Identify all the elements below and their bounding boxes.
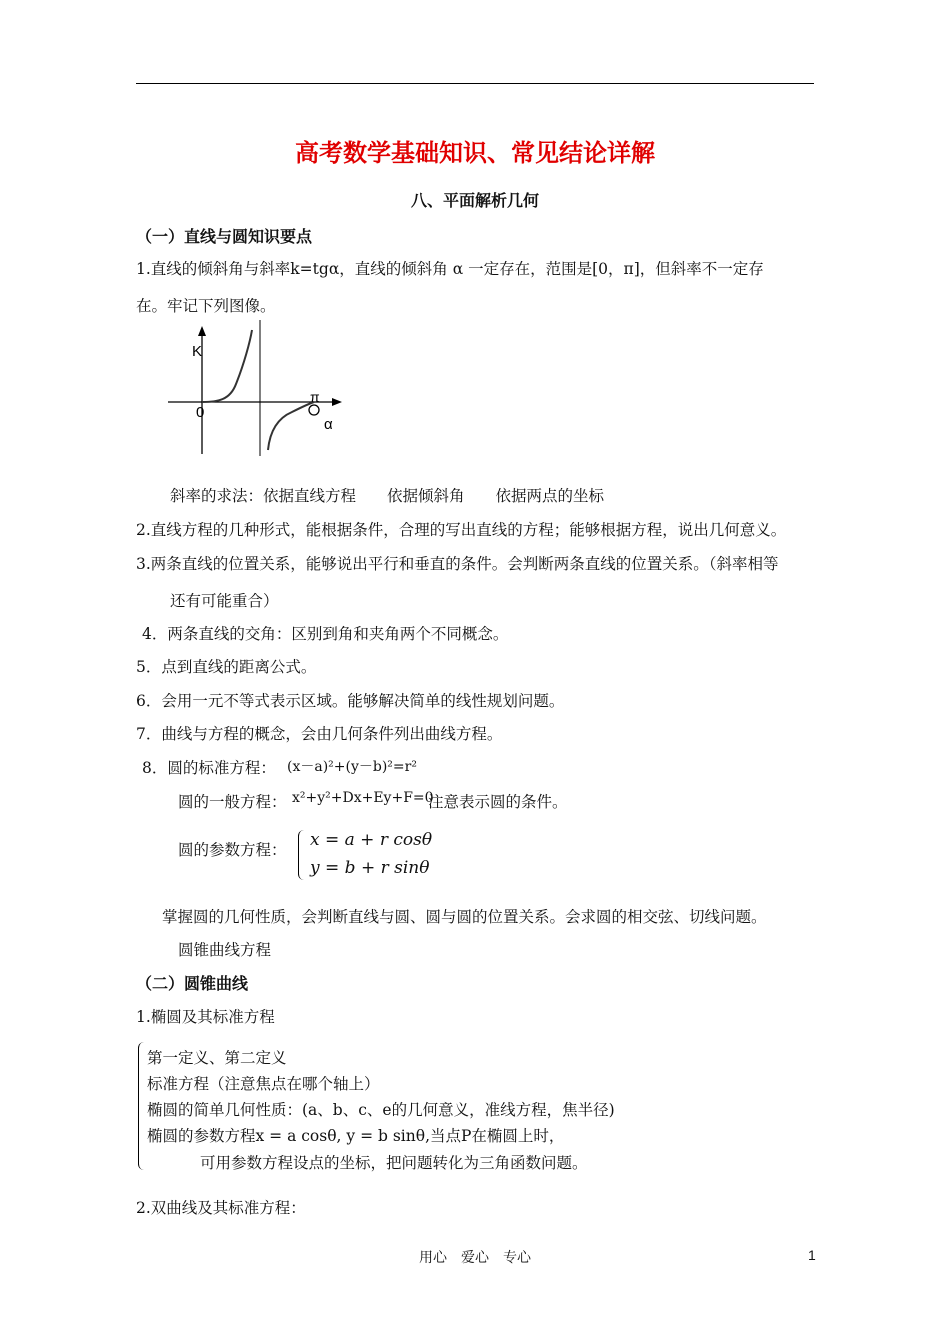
slope-angle-graph: [160, 318, 350, 460]
item3-line1: 3.两条直线的位置关系，能够说出平行和垂直的条件。会判断两条直线的位置关系。（斜率相等: [136, 555, 779, 573]
item3-line2: 还有可能重合）: [170, 592, 279, 610]
pi-label: π: [310, 389, 320, 405]
y-axis-arrow: [198, 326, 206, 336]
ellipse-box-line2: 标准方程（注意焦点在哪个轴上）: [147, 1075, 380, 1093]
left-branch-curve: [202, 330, 252, 402]
item8-label: 8．圆的标准方程：: [142, 759, 276, 777]
param-line-x: x = a + r cosθ: [310, 830, 433, 850]
hyperbola-item2: 2.双曲线及其标准方程：: [136, 1199, 306, 1217]
param-label: 圆的参数方程：: [178, 841, 287, 859]
ellipse-box-line5: 可用参数方程设点的坐标，把问题转化为三角函数问题。: [200, 1154, 588, 1172]
item5: 5．点到直线的距离公式。: [136, 658, 317, 676]
param-line-y: y = b + r sinθ: [310, 858, 430, 878]
circle-standard-formula: (x－a)²+(y－b)²=r²: [287, 759, 417, 775]
item7: 7．曲线与方程的概念，会由几何条件列出曲线方程。: [136, 725, 503, 743]
page-number: 1: [808, 1247, 816, 1263]
circle-general-formula: x²+y²+Dx+Ey+F=0: [292, 790, 434, 806]
item6: 6．会用一元不等式表示区域。能够解决简单的线性规划问题。: [136, 692, 565, 710]
document-title: 高考数学基础知识、常见结论详解: [295, 139, 655, 167]
section1-heading: （一）直线与圆知识要点: [136, 227, 313, 246]
right-branch-curve: [268, 402, 314, 450]
section2-heading: （二）圆锥曲线: [136, 974, 249, 993]
ellipse-item1: 1.椭圆及其标准方程: [136, 1008, 275, 1026]
master-text: 掌握圆的几何性质，会判断直线与圆、圆与圆的位置关系。会求圆的相交弦、切线问题。: [162, 908, 767, 926]
ellipse-brace: [138, 1042, 145, 1170]
item1-line2: 在。牢记下列图像。: [136, 297, 276, 315]
item4: 4．两条直线的交角：区别到角和夹角两个不同概念。: [142, 625, 509, 643]
footer-motto: 用心 爱心 专心: [419, 1250, 531, 1266]
item1-line1: 1.直线的倾斜角与斜率k=tgα，直线的倾斜角 α 一定存在，范围是[0，π]，但斜率不一定存: [136, 260, 764, 278]
k-label: K: [192, 343, 203, 360]
header-rule: [136, 83, 814, 84]
param-brace: [298, 830, 307, 880]
ellipse-box-line4: 椭圆的参数方程x = a cosθ, y = b sinθ,当点P在椭圆上时，: [147, 1127, 565, 1145]
x-axis-arrow: [332, 398, 342, 406]
open-circle-pi: [309, 405, 319, 415]
slope-methods: 斜率的求法：依据直线方程 依据倾斜角 依据两点的坐标: [170, 487, 605, 505]
item2: 2.直线方程的几种形式，能根据条件，合理的写出直线的方程；能够根据方程，说出几何意义。: [136, 521, 787, 539]
alpha-label: α: [324, 416, 333, 433]
conic-eq-text: 圆锥曲线方程: [178, 941, 272, 959]
general-note: 注意表示圆的条件。: [428, 793, 568, 811]
chapter-subtitle: 八、平面解析几何: [410, 191, 539, 210]
ellipse-box-line1: 第一定义、第二定义: [147, 1049, 287, 1067]
origin-label: 0: [196, 404, 205, 421]
general-label: 圆的一般方程：: [178, 793, 287, 811]
ellipse-box-line3: 椭圆的简单几何性质：(a、b、c、e的几何意义，准线方程，焦半径): [147, 1101, 615, 1119]
